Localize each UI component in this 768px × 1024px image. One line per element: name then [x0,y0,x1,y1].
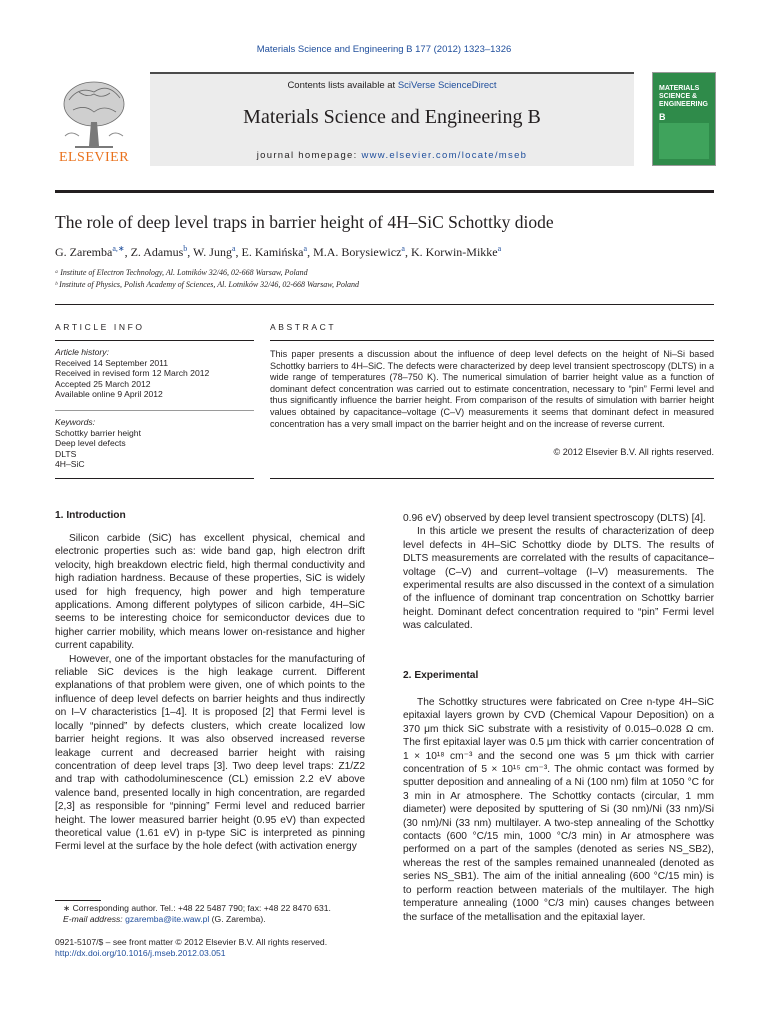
issn: 0921-5107/$ – see front matter © 2012 Elsevier B.V. All rights reserved. [55,937,328,947]
journal-title: Materials Science and Engineering B [243,106,541,128]
introduction-continued [403,512,714,633]
footnote [63,903,363,925]
email-link[interactable]: gzaremba@ite.waw.pl [125,914,210,924]
keywords-rule [55,410,254,411]
author[interactable]: E. Kamińska$^a$ [241,244,308,259]
cover-title: MATERIALS SCIENCE & ENGINEERING B [659,85,709,122]
journal-cover [652,72,716,166]
abstract-heading: ABSTRACT [270,322,337,332]
paragraph: In this article we present the results of characterization of deep level defects in 4H–SiC Schottky diode by DLTS. The results of DLTS measurements are correlated with the results of capacitance–voltage (C–V) and current–voltage (I–V) measurements. The experimental results are also discussed in the context of a simulation of the influence of dominant trap concentration on Schottky barrier height. Dominant defect concentration required to “pin” Fermi level was calculated. [403,526,714,632]
doi-link[interactable]: http://dx.doi.org/10.1016/j.mseb.2012.03.051 [55,948,226,958]
journal-homepage [150,150,634,161]
section-heading-introduction: 1. Introduction [55,510,126,521]
title-rule [55,304,714,305]
paper-title: The role of deep level traps in barrier height of 4H–SiC Schottky diode [55,212,554,232]
info-bottom-rule [55,478,254,479]
publisher-name: ELSEVIER [58,150,130,165]
email-line: E-mail address: gzaremba@ite.waw.pl (G. Zaremba). [63,914,266,924]
paragraph: 0.96 eV) observed by deep level transient spectroscopy (DLTS) [4]. [403,513,706,524]
sciencedirect-link[interactable]: SciVerse ScienceDirect [397,80,497,91]
paragraph: The Schottky structures were fabricated on Cree n-type 4H–SiC epitaxial layers grown by CVD (Chemical Vapour Deposition) on a 370 μm thick SiC substrate with a resistivity of 0.015–0.028 Ω cm. The first epitaxial layer was 0.5 μm thick with carrier concentration of 1 × 10¹⁸ cm⁻³ and the second one was 5 μm thick with carrier concentration of 5 × 10¹⁵ cm⁻³. The ohmic contact was formed by sputter deposition and annealing of a Ni (100 nm) film at 1050 °C for 3 min in Ar atmosphere. The Schottky contacts (circular, 1 mm diameter) were deposited by sputtering of Si (30 nm)/Ni (33 nm)/Si (30 nm)/Ni (33 nm) multilayer. A two-step annealing of the Schottky contacts (600 °C/15 min, 1000 °C/3 min) in Ar atmosphere was performed on a part of the samples (denoted as series NS_SB2), whereas the rest of the samples remained unannealed (denoted as series NS_SB1). The aim of the initial annealing (600 °C/15 min) is to perform reaction between materials of the multilayer. The high temperature annealing (1000 °C/3 min) causes changes between the surface of the metallisation and the epitaxial layer. [403,697,714,923]
introduction-text [55,532,365,854]
homepage-link[interactable]: www.elsevier.com/locate/mseb [361,150,528,161]
contents-prefix: Contents lists available at [287,80,398,91]
keywords: Keywords: Schottky barrier height Deep level defects DLTS 4H–SiC [55,417,141,470]
article-info-rule [55,340,254,341]
author[interactable]: M.A. Borysiewicz$^a$ [313,244,405,259]
author-list: G. Zaremba$^{a,∗}$, Z. Adamus$^b$, W. Jung$^a$, E. Kamińska$^a$, M.A. Borysiewicz$^a$, K. Korwin-Mikke$^a$ [55,244,502,259]
article-history: Article history: Received 14 September 2011 Received in revised form 12 March 2012 Accepted 25 March 2012 Available online 9 April 2012 [55,347,210,400]
affiliation-a: ᵃ Institute of Electron Technology, Al. Lotników 32/46, 02-668 Warsaw, Poland [55,268,308,277]
journal-reference[interactable]: Materials Science and Engineering B 177 (2012) 1323–1326 [256,44,512,55]
author[interactable]: Z. Adamus$^b$ [130,244,188,259]
contents-line [150,80,634,91]
section-heading-experimental: 2. Experimental [403,670,479,681]
homepage-prefix: journal homepage: [256,150,362,161]
affiliation-b: ᵇ Institute of Physics, Polish Academy of Sciences, Al. Lotników 32/46, 02-668 Warsaw, Poland [55,280,360,289]
abstract-bottom-rule [270,478,714,479]
author[interactable]: W. Jung$^a$ [193,244,236,259]
abstract-rule [270,340,714,341]
cover-graphic [659,123,709,159]
experimental-text [403,696,714,924]
author[interactable]: G. Zaremba$^{a,∗}$ [55,244,125,259]
article-info-heading: ARTICLE INFO [55,322,145,332]
author[interactable]: K. Korwin-Mikke$^a$ [410,244,502,259]
elsevier-logo [55,76,133,168]
paragraph: However, one of the important obstacles for the manufacturing of reliable SiC devices is the high leakage current. Different explanations of that problem were given, one of which points to the influence of deep level defects on barrier heights and thus indirectly on I–V characteristics [1–4]. It is proposed [2] that Fermi level is locally “pinned” by defects clusters, which create localized low barrier height regions. It was also observed increased reverse leakage current and decreased barrier height with raising concentration of deep level traps [3]. Two deep level traps: Z1/Z2 and trap with cathodoluminescence (CL) emission 2.2 eV above valence band, presented locally in high concentration, are regarded [2,3] as responsible for “pinning” Fermi level and reduced barrier height. The lower measured barrier height (0.95 eV) than expected theoretical value (1.61 eV) in p-type SiC is interpreted as pinning Fermi level at the surface by the hole defect (with activation energy [55,653,365,853]
front-matter [55,937,455,959]
abstract-text: This paper presents a discussion about the influence of deep level defects on the height of Ni–Si based Schottky barriers to 4H–SiC. The defects were characterized by deep level transient spectroscopy (DLTS) in a wide range of temperatures (78–750 K). The numerical simulation of barrier height value as a function of dominant defect concentration was carried out to estimate concentration, necessary to “pin” Fermi level and thus significantly influence the barrier height. From comparison of the results of simulation with barrier height values obtained by capacitance–voltage (C–V) measurements it seems that dominant defect in measured concentration has a very small impact on the barrier height and on the increase of reverse current. [270,349,714,429]
paragraph: Silicon carbide (SiC) has excellent physical, chemical and electronic properties such as: wide band gap, high electron drift velocity, high breakdown electric field, high thermal conductivity and high radiation hardness. Because of these properties, SiC is widely used for high frequency, high power and high temperature applications. Among different polytypes of silicon carbide, 4H–SiC seems to be interesting choice for semiconductor devices due to higher carrier mobility, which means lower on-resistance and higher current capability. [55,533,365,652]
copyright: © 2012 Elsevier B.V. All rights reserved. [553,447,714,457]
header-rule [55,190,714,193]
footnote-rule [55,900,101,901]
corresponding-author: ∗ Corresponding author. Tel.: +48 22 5487 790; fax: +48 22 8470 631. [63,903,331,913]
